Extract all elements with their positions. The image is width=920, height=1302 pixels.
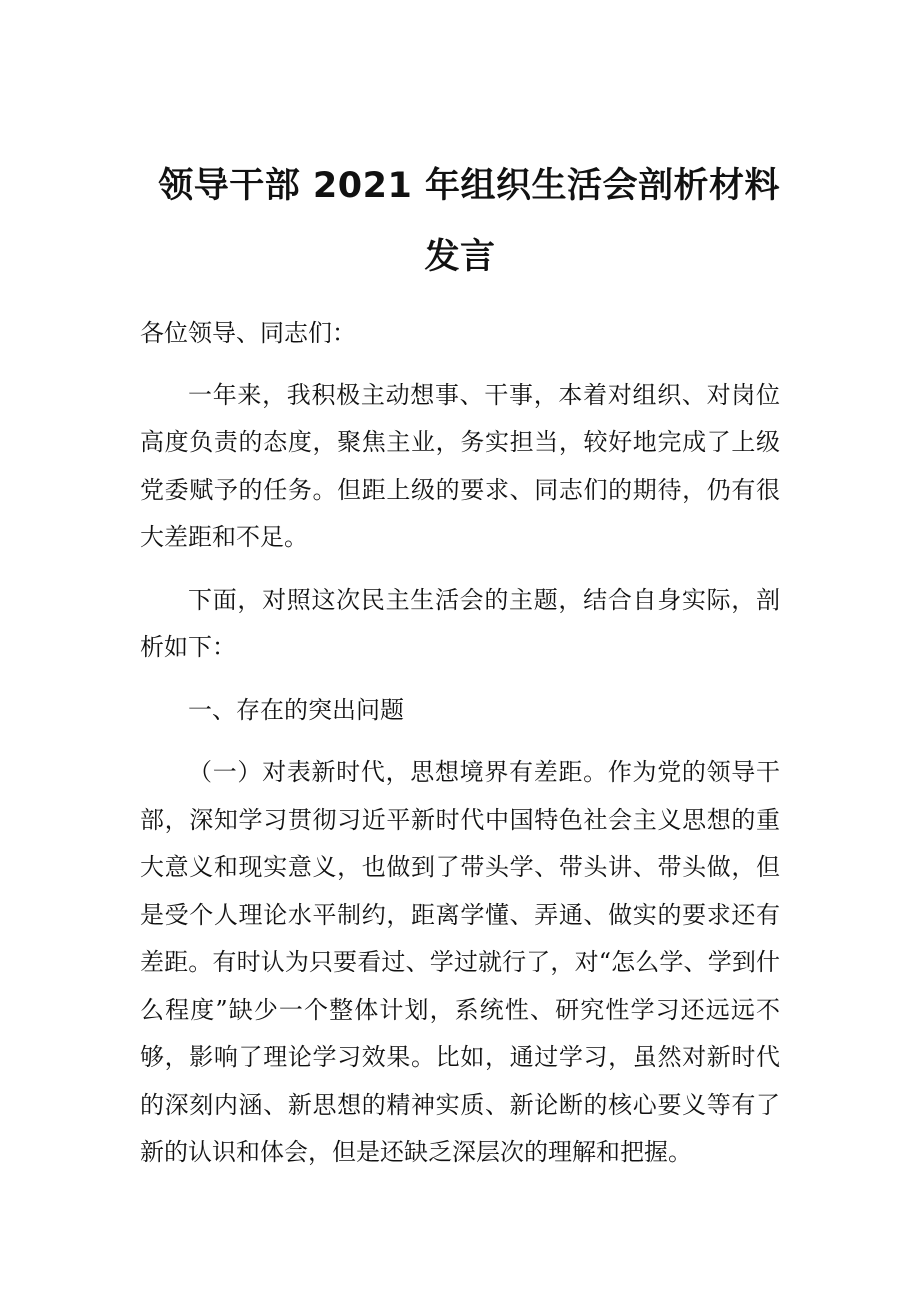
salutation: 各位领导、同志们： xyxy=(140,319,356,347)
paragraph-intro: 一年来，我积极主动想事、干事，本着对组织、对岗位高度负责的态度，聚焦主业，务实担当，较好地完成了上级党委赋予的任务。但距上级的要求、同志们的期待，仍有很大差距和不足。 xyxy=(140,380,780,551)
paragraph-problem-1: （一）对表新时代，思想境界有差距。作为党的领导干部，深知学习贯彻习近平新时代中国特色社会主义思想的重大意义和现实意义，也做到了带头学、带头讲、带头做，但是受个人理论水平制约，距离学懂、弄通、做实的要求还有差距。有时认为只要看过、学过就行了，对“怎么学、学到什么程度”缺少一个整体计划，系统性、研究性学习还远远不够，影响了理论学习效果。比如，通过学习，虽然对新时代的深刻内涵、新思想的精神实质、新论断的核心要义等有了新的认识和体会，但是还缺乏深层次的理解和把握。 xyxy=(140,758,780,1166)
document-body xyxy=(140,310,780,1192)
paragraph-transition: 下面，对照这次民主生活会的主题，结合自身实际，剖析如下： xyxy=(140,585,780,661)
section-heading: 一、存在的突出问题 xyxy=(188,695,404,724)
document-title-line-1: 领导干部 2021 年组织生活会剖析材料 xyxy=(158,166,780,206)
document-title-line-2: 发言 xyxy=(424,237,496,277)
